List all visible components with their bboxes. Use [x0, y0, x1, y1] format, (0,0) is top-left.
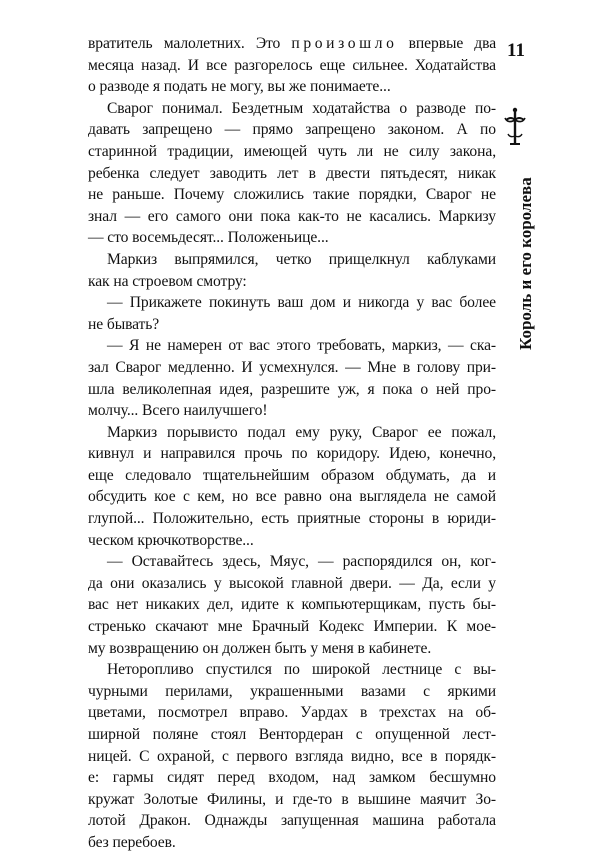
text-line: Маркиз выпрямился, четко прищелкнул каблуками	[107, 250, 496, 268]
page-number: 11	[507, 40, 525, 61]
text-line: е: гармы сидят перед входом, над замком бесшумно	[88, 769, 496, 787]
text-line: ницей. С охраной, с первого взгляда видно, все в порядк-	[88, 747, 496, 765]
text-line: ребенка следует заводить лет в двести пятьдесят, никак	[88, 164, 496, 182]
text-line: не бывать?	[88, 315, 160, 333]
text-line: ческом крючкотворстве...	[88, 531, 254, 549]
text-line: ширной поляне стоял Вентордеран с опущенной лест-	[88, 726, 496, 743]
text-line: стренько скачают мне Брачный Кодекс Империи. К мое-	[88, 618, 496, 636]
text-line: как на строевом смотру:	[88, 272, 247, 290]
text-line: без перебоев.	[88, 833, 176, 851]
text-line: — сто восемьдесят... Положеньице...	[88, 229, 329, 247]
text-line: кивнул и направился прочь по коридору. Идею, конечно,	[88, 445, 496, 463]
text-line: Неторопливо спустился по широкой лестнице с вы-	[107, 661, 496, 679]
text-line: старинной традиции, имеющей чуть ли не силу закона,	[88, 142, 496, 160]
page-sidebar	[494, 20, 538, 350]
text-line: му возвращению он должен быть у меня в кабинете.	[88, 639, 432, 657]
text-line: знал — его самого они пока как-то не касались. Маркизу	[88, 207, 496, 225]
text-line: о разводе я подать не могу, вы же понимаете...	[88, 78, 391, 96]
text-line: — Я не намерен от вас этого требовать, маркиз, — ска-	[107, 337, 496, 355]
text-line: не раньше. Почему сложились такие порядки, Сварог не	[88, 186, 496, 204]
text-line: месяца назад. И все разгорелось еще сильнее. Ходатайства	[88, 56, 496, 74]
text-line: кружат Золотые Филины, и где-то в вышине маячит Зо-	[88, 790, 496, 808]
text-line: давать запрещено — прямо запрещено законом. А по	[88, 121, 496, 139]
text-line: Маркиз порывисто подал ему руку, Сварог ее пожал,	[107, 423, 496, 441]
emphasized-word: произошло	[291, 35, 398, 52]
text-line: глупой... Положительно, есть приятные стороны в юриди-	[88, 510, 496, 528]
text-line: вас нет никаких дел, идите к компьютерщикам, пусть бы-	[88, 596, 496, 614]
body-text	[88, 33, 496, 854]
running-title: Король и его королева	[516, 177, 535, 350]
text-line: шла великолепная идея, разрешите уж, я пока о ней про-	[88, 380, 496, 398]
cross-ornament-icon	[502, 106, 528, 146]
text-line: зал Сварог медленно. И усмехнулся. — Мне в голову при-	[88, 358, 496, 376]
text-line: обсудить кое с кем, но все равно она выглядела не самой	[88, 488, 496, 506]
text-line: вратитель малолетних. Это произошло впервые два	[88, 35, 497, 52]
text-line: цветами, посмотрел вправо. Уардах в трехстах на об-	[88, 704, 496, 722]
text-line: Сварог понимал. Бездетным ходатайства о разводе по-	[107, 99, 496, 117]
text-line: лотой Дракон. Однажды запущенная машина работала	[88, 812, 496, 830]
text-line: — Прикажете покинуть ваш дом и никогда у вас более	[107, 294, 496, 312]
text-line: да они оказались у высокой главной двери. — Да, если у	[88, 574, 496, 592]
text-line: чурными перилами, украшенными вазами с яркими	[88, 682, 496, 700]
text-line: молчу... Всего наилучшего!	[88, 402, 268, 420]
text-line: — Оставайтесь здесь, Мяус, — распорядился он, ког-	[107, 553, 496, 571]
text-line: еще следовало тщательнейшим образом обдумать, да и	[88, 466, 496, 484]
